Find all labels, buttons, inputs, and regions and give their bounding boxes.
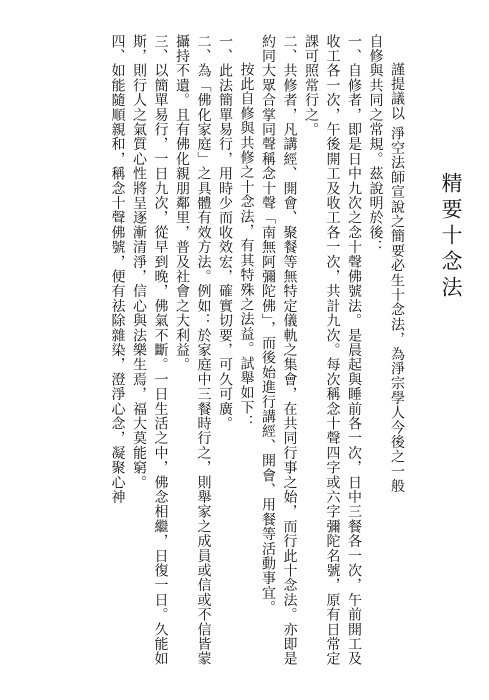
benefit-text: 以簡單易行，一日九次，從早到晚，佛氣不斷。一日生活之中，佛念相繼，日復一日。久能如斯，則行人之氣質心性將呈逐漸清淨，信心與法樂生焉，福大莫能窮。: [131, 34, 169, 667]
list-item: [257, 34, 300, 674]
benefit-number: 一、: [217, 34, 233, 64]
benefit-item: [214, 34, 236, 674]
benefit-item: [171, 34, 214, 674]
item-number: 一、: [346, 34, 362, 64]
benefit-item: [106, 34, 128, 674]
benefit-text: 此法簡單易行，用時少而收效宏，確實切要，可久可廣。: [217, 63, 233, 431]
benefit-number: 三、: [152, 34, 169, 64]
benefit-text: 為「佛化家庭」之具體有效方法。例如：於家庭中三餐時行之，則舉家之成員或信或不信皆蒙攝持不遺。且有佛化親朋鄰里，普及社會之大利益。: [174, 34, 212, 667]
mid-note: 按此自修與共修之十念法，有其特殊之法益。試舉如下：: [238, 62, 255, 430]
intro-line-1: 謹提議以 淨空法師宣說之簡要必生十念法，為淨宗學人今後之一般: [389, 62, 405, 494]
benefit-text: 如能隨順親和，稱念十聲佛號，便有祛除雜染，澄淨心念，凝聚心神: [109, 63, 126, 505]
page-title: 精要十念法: [439, 172, 463, 302]
item-text: 共修者，凡講經、開會、聚餐等無特定儀軌之集會，在共同行事之始，而行此十念法。亦即是約同大眾合掌同聲稱念十聲「南無阿彌陀佛」，而後始進行講經、開會、用餐等活動事宜。: [260, 34, 298, 667]
list-item: [300, 34, 365, 674]
benefit-item: [128, 34, 171, 674]
intro-line-2: 自修與共同之常規。茲說明於後：: [367, 34, 384, 255]
benefit-number: 二、: [195, 34, 212, 64]
document-body: [106, 34, 407, 674]
benefit-number: 四、: [109, 34, 126, 64]
item-number: 二、: [281, 34, 298, 64]
item-text: 自修者，即是日中九次之念十聲佛號法。是晨起與睡前各一次，日中三餐各一次，午前開工及收工各一次，午後開工及收工各一次，共計九次。每次稱念十聲四字或六字彌陀名號，原有日常定課可照常行之。: [303, 34, 362, 667]
